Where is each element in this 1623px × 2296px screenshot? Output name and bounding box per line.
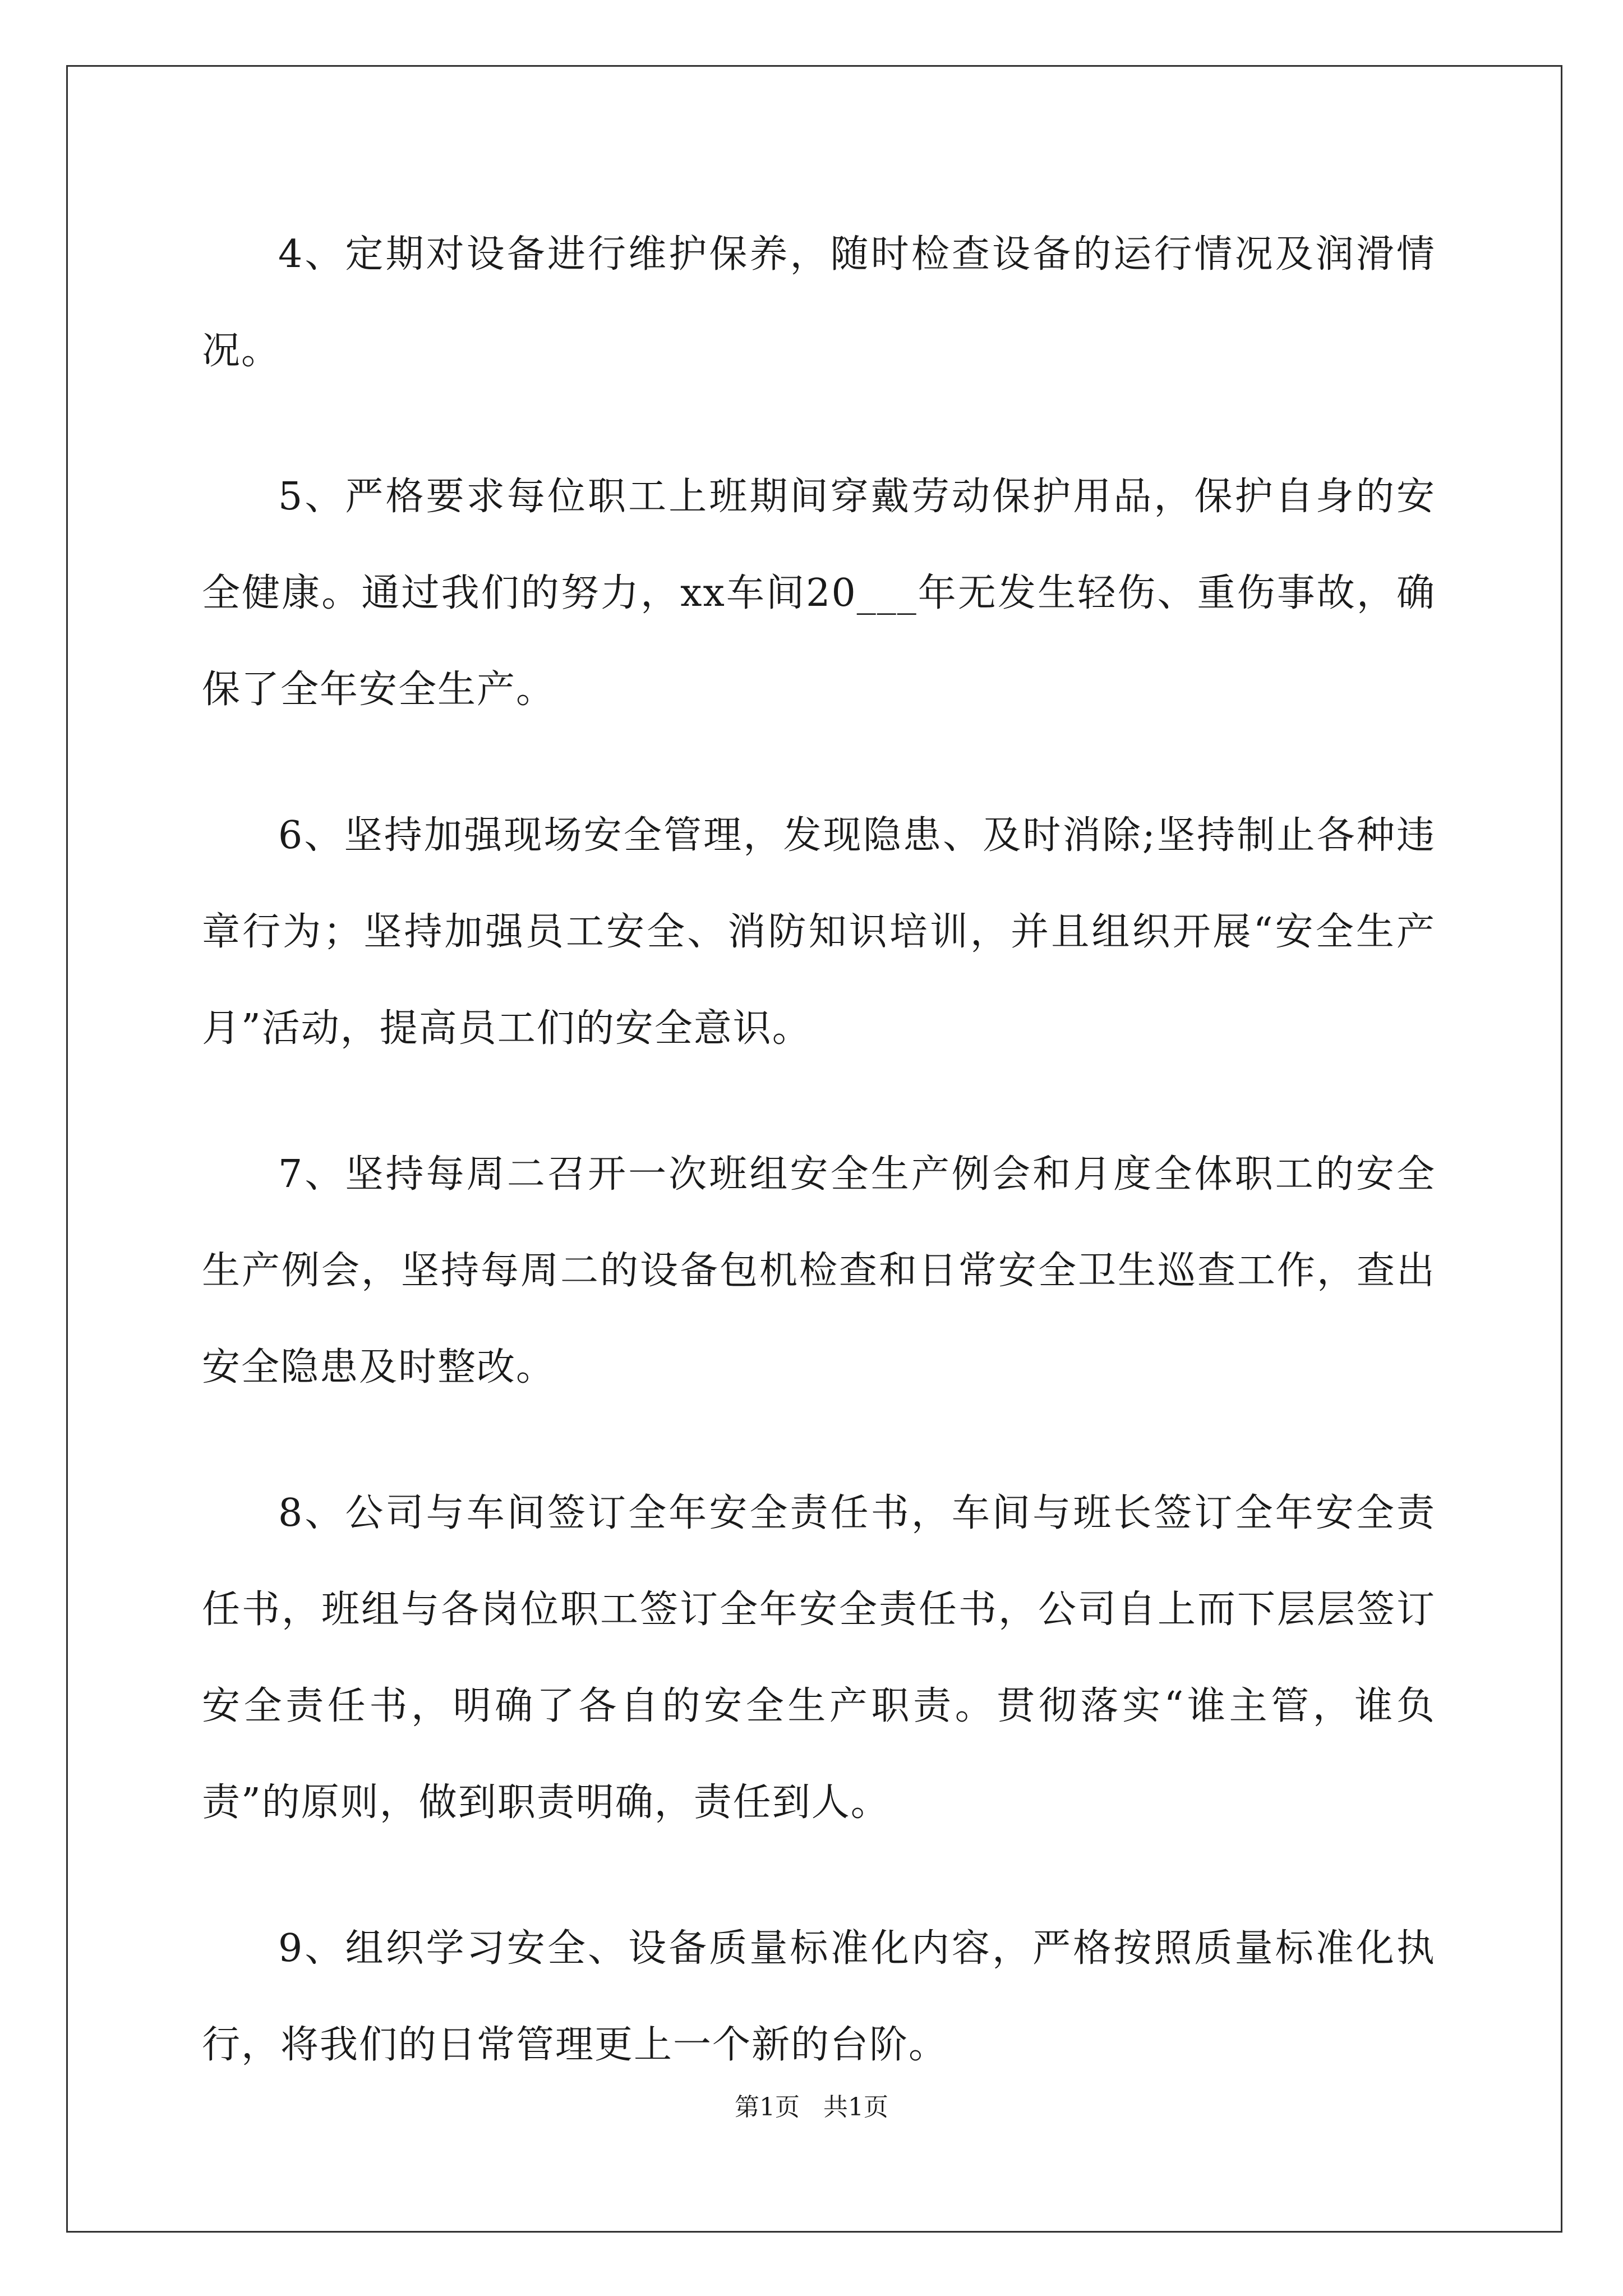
paragraph-item-9: 9、组织学习安全、设备质量标准化内容，严格按照质量标准化执行，将我们的日常管理更上一个新的台阶。 xyxy=(202,1926,1436,2067)
paragraph-item-6: 6、坚持加强现场安全管理，发现隐患、及时消除;坚持制止各种违章行为；坚持加强员工安全、消防知识培训，并且组织开展“安全生产月”活动，提高员工们的安全意识。 xyxy=(202,813,1436,1051)
paragraph-item-4: 4、定期对设备进行维护保养，随时检查设备的运行情况及润滑情况。 xyxy=(202,232,1436,373)
page-total: 共1页 xyxy=(823,2093,888,2122)
page-footer xyxy=(0,2087,1623,2123)
document-body xyxy=(202,206,1436,2143)
paragraph-item-5: 5、严格要求每位职工上班期间穿戴劳动保护用品，保护自身的安全健康。通过我们的努力，xx车间20___年无发生轻伤、重伤事故，确保了全年安全生产。 xyxy=(202,475,1436,712)
page-number: 第1页 xyxy=(735,2093,800,2122)
paragraph-item-8: 8、公司与车间签订全年安全责任书，车间与班长签订全年安全责任书，班组与各岗位职工签订全年安全责任书，公司自上而下层层签订安全责任书，明确了各自的安全生产职责。贯彻落实“谁主管，谁负责”的原则，做到职责明确，责任到人。 xyxy=(202,1491,1436,1825)
paragraph-item-7: 7、坚持每周二召开一次班组安全生产例会和月度全体职工的安全生产例会，坚持每周二的设备包机检查和日常安全卫生巡查工作，查出安全隐患及时整改。 xyxy=(202,1152,1436,1389)
